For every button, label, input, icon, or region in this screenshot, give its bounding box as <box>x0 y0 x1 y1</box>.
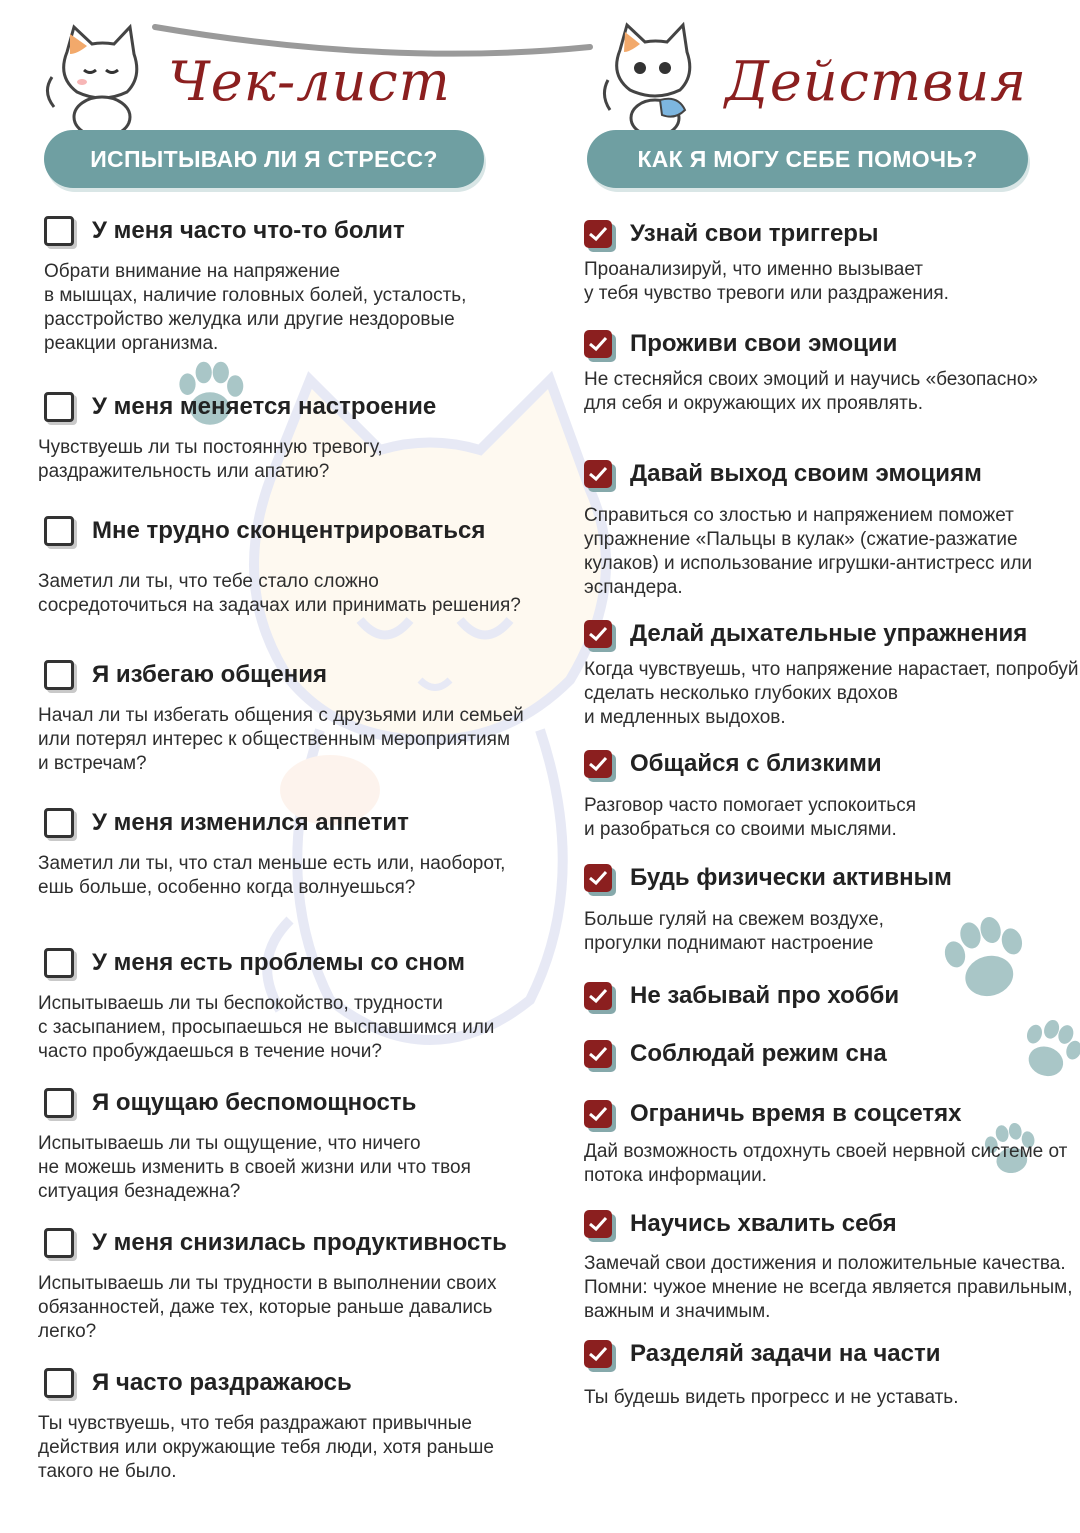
checklist-item[interactable] <box>38 948 524 1064</box>
checklist-item-title: У меня изменился аппетит <box>92 809 409 836</box>
action-item-title: Ограничь время в соцсетях <box>630 1100 962 1127</box>
checkbox-checked-icon[interactable] <box>584 620 612 648</box>
action-item-desc: Замечай свои достижения и положительные качества. Помни: чужое мнение не всегда является правильным, важным и значимым. <box>584 1253 1073 1322</box>
checkbox-empty-icon[interactable] <box>44 216 74 246</box>
checklist-item-desc: Заметил ли ты, что стал меньше есть или, наоборот, ешь больше, особенно когда волнуешься? <box>38 853 506 898</box>
checkbox-empty-icon[interactable] <box>44 1088 74 1118</box>
action-item-desc: Ты будешь видеть прогресс и не уставать. <box>584 1387 959 1408</box>
checklist-item[interactable] <box>44 216 524 356</box>
checklist-item-desc: Заметил ли ты, что тебе стало сложно сосредоточиться на задачах или принимать решения? <box>38 571 521 616</box>
page-title-actions: Действия <box>725 50 1028 113</box>
action-item[interactable] <box>584 750 1074 842</box>
checkbox-checked-icon[interactable] <box>584 460 612 488</box>
checklist-item-desc: Испытываешь ли ты беспокойство, трудности с засыпанием, просыпаешься не выспавшимся или часто пробуждаешься в течение ночи? <box>38 993 495 1062</box>
checklist-item[interactable] <box>38 808 524 900</box>
checkbox-checked-icon[interactable] <box>584 864 612 892</box>
checklist-item-desc: Испытываешь ли ты трудности в выполнении своих обязанностей, даже тех, которые раньше давались легко? <box>38 1273 497 1342</box>
action-item[interactable] <box>584 1210 1074 1324</box>
checklist-item[interactable] <box>38 516 524 618</box>
checkbox-checked-icon[interactable] <box>584 1100 612 1128</box>
action-item-desc: Разговор часто помогает успокоиться и разобраться со своими мыслями. <box>584 795 916 840</box>
checklist-item-title: Я избегаю общения <box>92 661 328 688</box>
action-item[interactable] <box>584 864 1074 956</box>
action-item-title: Научись хвалить себя <box>630 1210 897 1237</box>
action-item[interactable] <box>584 982 1074 1010</box>
checkbox-empty-icon[interactable] <box>44 660 74 690</box>
checkbox-empty-icon[interactable] <box>44 516 74 546</box>
checklist-item-title: У меня часто что-то болит <box>92 217 405 244</box>
checkbox-empty-icon[interactable] <box>44 948 74 978</box>
section-pill-stress: ИСПЫТЫВАЮ ЛИ Я СТРЕСС? <box>44 130 484 188</box>
action-item-desc: Справиться со злостью и напряжением поможет упражнение «Пальцы в кулак» (сжатие-разжатие кулаков) и использование игрушки-антистресс или эспандера. <box>584 505 1033 598</box>
checkbox-empty-icon[interactable] <box>44 1368 74 1398</box>
checklist-item-title: Я ощущаю беспомощность <box>92 1089 417 1116</box>
cat-holding-fish-icon <box>600 20 700 140</box>
action-item-title: Разделяй задачи на части <box>630 1340 941 1367</box>
action-item-title: Делай дыхательные упражнения <box>630 620 1028 647</box>
action-item-title: Проживи свои эмоции <box>630 330 898 357</box>
action-item[interactable] <box>584 1040 1074 1068</box>
checklist-item-desc: Испытываешь ли ты ощущение, что ничего не можешь изменить в своей жизни или что твоя ситуация безнадежна? <box>38 1133 471 1202</box>
action-item-title: Общайся с близкими <box>630 750 882 777</box>
action-item-title: Не забывай про хобби <box>630 982 900 1009</box>
checklist-item-desc: Начал ли ты избегать общения с друзьями или семьей или потерял интерес к общественным мероприятиям и встречам? <box>38 705 524 774</box>
checkbox-checked-icon[interactable] <box>584 982 612 1010</box>
checkbox-checked-icon[interactable] <box>584 750 612 778</box>
action-item-desc: Проанализируй, что именно вызывает у тебя чувство тревоги или раздражения. <box>584 259 949 304</box>
sleeping-cat-icon <box>42 22 152 142</box>
action-item-title: Будь физически активным <box>630 864 952 891</box>
checkbox-checked-icon[interactable] <box>584 220 612 248</box>
action-item[interactable] <box>584 330 1074 416</box>
checklist-item-title: Я часто раздражаюсь <box>92 1369 352 1396</box>
checkbox-checked-icon[interactable] <box>584 1210 612 1238</box>
action-item-title: Узнай свои триггеры <box>630 220 879 247</box>
checklist-item-title: У меня снизилась продуктивность <box>92 1229 507 1256</box>
section-pill-help: КАК Я МОГУ СЕБЕ ПОМОЧЬ? <box>587 130 1028 188</box>
checklist-item-desc: Обрати внимание на напряжение в мышцах, наличие головных болей, усталость, расстройство желудка или другие нездоровые реакции организма. <box>44 261 467 354</box>
action-item-title: Соблюдай режим сна <box>630 1040 887 1067</box>
checklist-item-title: Мне трудно сконцентрироваться <box>92 517 486 544</box>
checkbox-checked-icon[interactable] <box>584 330 612 358</box>
action-item-title: Давай выход своим эмоциям <box>630 460 982 487</box>
checklist-item[interactable] <box>38 1368 534 1484</box>
checklist-item-title: У меня есть проблемы со сном <box>92 949 465 976</box>
checklist-item[interactable] <box>38 660 524 776</box>
checkbox-empty-icon[interactable] <box>44 1228 74 1258</box>
action-item-desc: Больше гуляй на свежем воздухе, прогулки поднимают настроение <box>584 909 884 954</box>
checklist-item-desc: Чувствуешь ли ты постоянную тревогу, раздражительность или апатию? <box>38 437 383 482</box>
page-title-checklist: Чек-лист <box>168 50 451 113</box>
checklist-item-desc: Ты чувствуешь, что тебя раздражают привычные действия или окружающие тебя люди, хотя раньше такого не было. <box>38 1413 494 1482</box>
action-item-desc: Дай возможность отдохнуть своей нервной системе от потока информации. <box>584 1141 1068 1186</box>
action-item[interactable] <box>584 1340 1074 1410</box>
checklist-item[interactable] <box>38 1088 524 1204</box>
action-item[interactable] <box>584 460 1074 600</box>
action-item-desc: Не стесняйся своих эмоций и научись «безопасно» для себя и окружающих их проявлять. <box>584 369 1038 414</box>
checkbox-empty-icon[interactable] <box>44 808 74 838</box>
checklist-item-title: У меня меняется настроение <box>92 393 437 420</box>
checkbox-checked-icon[interactable] <box>584 1340 612 1368</box>
checkbox-checked-icon[interactable] <box>584 1040 612 1068</box>
action-item[interactable] <box>584 220 1074 306</box>
checklist-item[interactable] <box>38 1228 534 1344</box>
checkbox-empty-icon[interactable] <box>44 392 74 422</box>
action-item-desc: Когда чувствуешь, что напряжение нарастает, попробуй сделать несколько глубоких вдохов и медленных выдохов. <box>584 659 1079 728</box>
checklist-item[interactable] <box>38 392 524 484</box>
action-item[interactable] <box>584 1100 1074 1188</box>
action-item[interactable] <box>584 620 1080 730</box>
